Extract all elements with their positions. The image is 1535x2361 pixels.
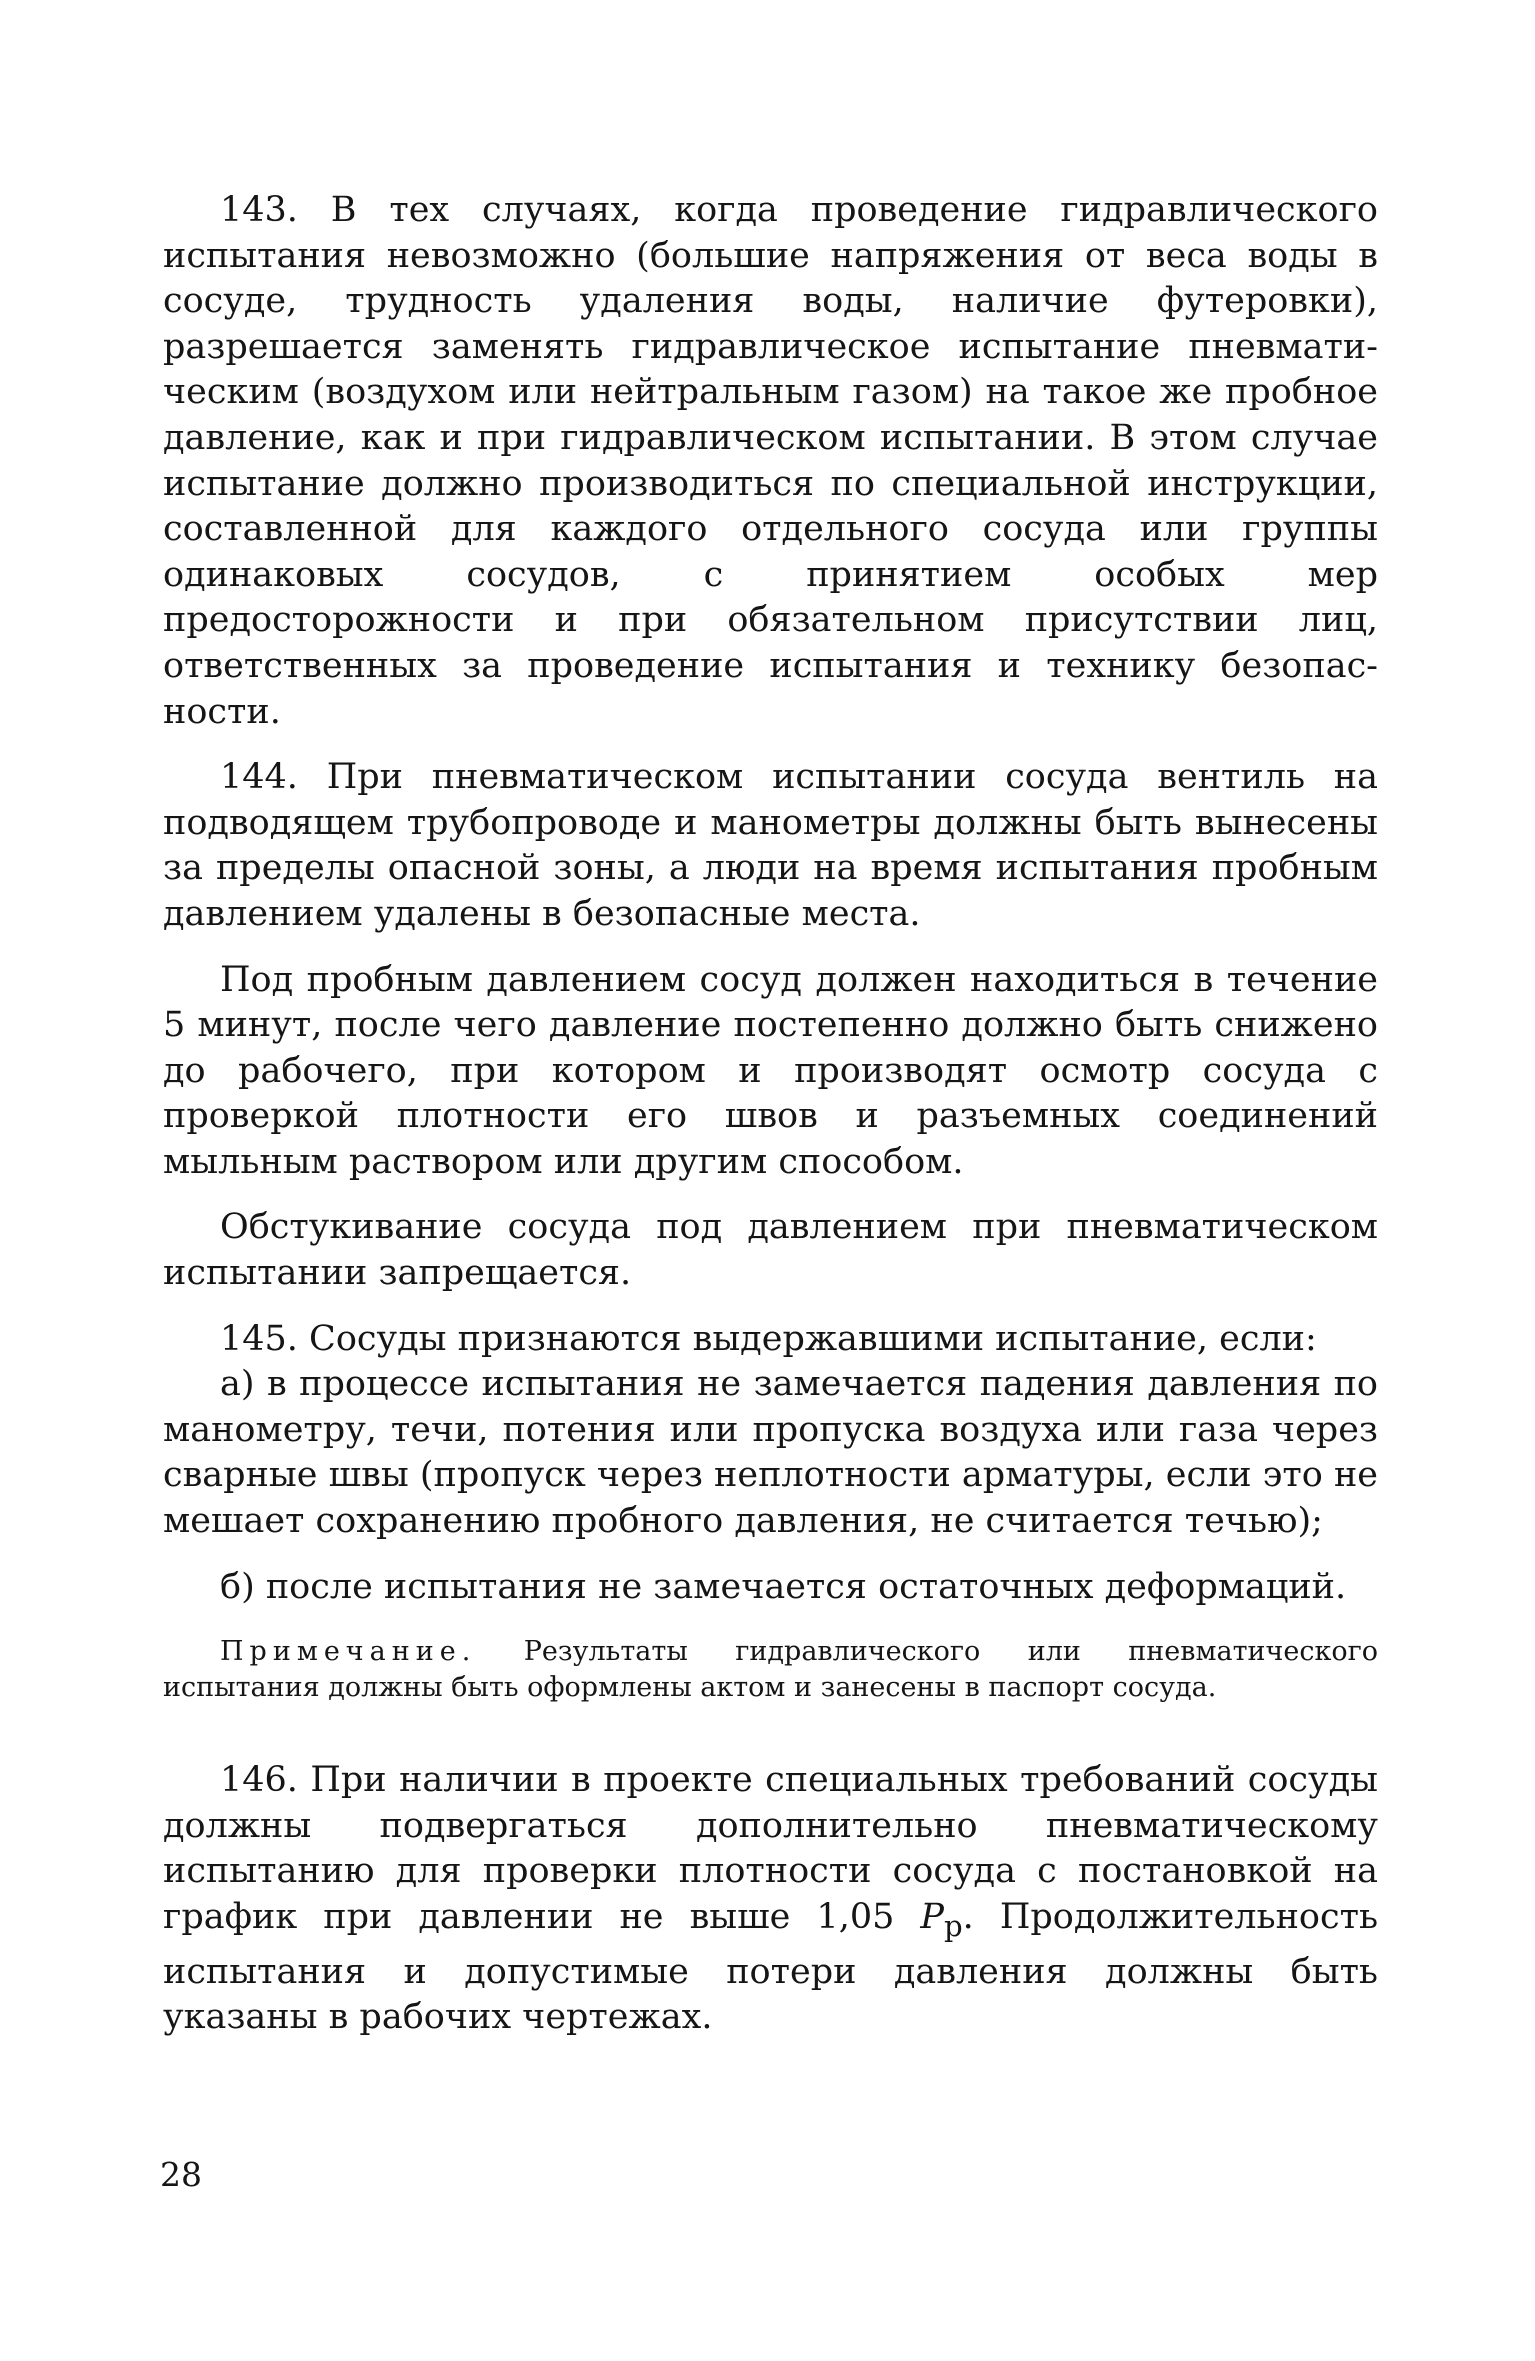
- paragraph-144: 144. При пневматическом испытании сосуда вентиль на подводящем трубопроводе и манометры должны быть вынесены за пределы опасной зоны, а люди на время испытания пробным давлением удалены в безопасные места.: [163, 757, 1378, 934]
- note-text: Результаты гидравлического или пневматического испытания должны быть оформлены актом и занесены в паспорт сосуда.: [163, 1636, 1378, 1704]
- paragraph-144-pressure-hold: Под пробным давлением сосуд должен находиться в течение 5 минут, после чего давление постепенно должно быть снижено до рабочего, при котором и производят осмотр сосуда с проверкой плотности его швов и разъемных соединений мыльным раствором или другим способом.: [163, 959, 1378, 1182]
- paragraph-144-tapping: Обстукивание сосуда под давлением при пневматическом испытании запрещается.: [163, 1207, 1378, 1294]
- pressure-symbol: P: [920, 1897, 944, 1937]
- page-number: 28: [160, 2155, 202, 2194]
- paragraph-145-b: б) после испытания не замечается остаточных деформаций.: [220, 1566, 1347, 1607]
- note-paragraph: [163, 1634, 1378, 1706]
- paragraph-146: [163, 1758, 1378, 2041]
- page-body: [163, 188, 1378, 2041]
- paragraph-145: 145. Сосуды признаются выдержавшими испытание, если:: [220, 1318, 1317, 1359]
- paragraph-145-a: а) в процессе испытания не замечается падения давления по манометру, течи, потения или пропуска воздуха или газа через сварные швы (пропуск через неплотности арматуры, если это не мешает сохранению пробного давления, не считается течью);: [163, 1364, 1378, 1542]
- note-label: Примечание.: [220, 1636, 477, 1668]
- paragraph-146-text-end: . Продолжительность испытания и допустимые потери давления должны быть указаны в рабочих чертежах.: [163, 1897, 1378, 2038]
- paragraph-146-text-start: 146. При наличии в проекте специальных требований сосуды должны подвергаться дополнительно пневматическому испытанию для проверки плотности сосуда с постановкой на график при давлении не выше 1,05: [163, 1760, 1378, 1937]
- paragraph-143: 143. В тех случаях, когда проведение гидравлического испытания невозможно (большие напряжения от веса воды в сосуде, трудность удаления воды, наличие футеровки), разрешается заменять гидравлическое испытание пневматическим (воздухом или нейтральным газом) на такое же пробное давление, как и при гидравлическом испытании. В этом случае испытание должно производиться по специальной инструкции, составленной для каждого отдельного сосуда или группы одинаковых сосудов, с принятием особых мер предосторожности и при обязательном присутствии лиц, ответственных за проведение испытания и технику безопасности.: [163, 190, 1378, 732]
- pressure-subscript: р: [943, 1909, 963, 1943]
